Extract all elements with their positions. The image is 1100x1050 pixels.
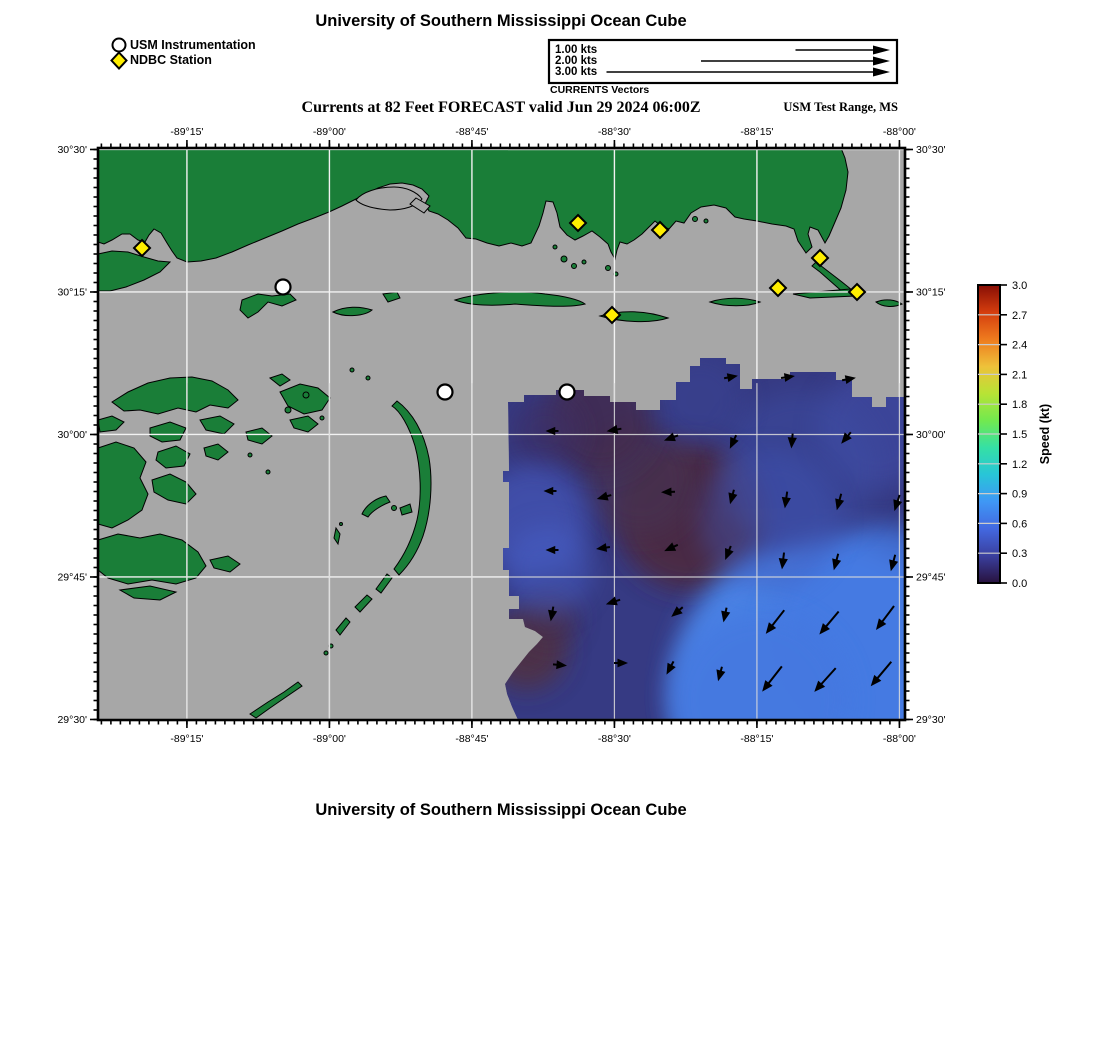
small-island — [324, 651, 328, 655]
field-speed-blob — [670, 610, 850, 790]
small-island — [606, 266, 611, 271]
small-island — [340, 523, 343, 526]
small-island — [704, 219, 708, 223]
lon-tick-label: -88°30' — [597, 126, 631, 138]
range-label: USM Test Range, MS — [783, 100, 898, 114]
colorbar-tick-label: 1.2 — [1012, 458, 1028, 471]
colorbar-tick-label: 3.0 — [1012, 280, 1028, 292]
lon-tick-label: -88°45' — [455, 733, 489, 745]
colorbar-tick-label: 0.9 — [1012, 488, 1028, 501]
lat-tick-label: 30°00' — [916, 428, 946, 441]
circle-marker-icon — [113, 39, 126, 52]
lon-tick-label: -88°30' — [597, 733, 631, 745]
legend-label-ndbc-station: NDBC Station — [130, 53, 212, 67]
small-island — [320, 416, 324, 420]
colorbar-tick-label: 2.7 — [1012, 309, 1028, 322]
vector-scale-label-2kt: 2.00 kts — [555, 55, 598, 67]
lon-tick-label: -89°15' — [170, 126, 204, 138]
small-island — [248, 453, 252, 457]
vector-scale-label-3kt: 3.00 kts — [555, 66, 598, 78]
small-island — [582, 260, 586, 264]
footer-title: University of Southern Mississippi Ocean Cube — [315, 801, 687, 819]
lat-tick-label: 29°30' — [57, 713, 87, 726]
lon-tick-label: -88°45' — [455, 126, 489, 138]
lat-tick-label: 30°30' — [57, 143, 87, 156]
colorbar-tick-label: 0.0 — [1012, 578, 1028, 590]
usm-station-marker — [276, 280, 291, 295]
lat-tick-label: 30°00' — [57, 428, 87, 441]
lat-tick-label: 30°15' — [916, 286, 946, 299]
lon-tick-label: -88°15' — [740, 733, 774, 745]
map-title: Currents at 82 Feet FORECAST valid Jun 29 2024 06:00Z — [301, 99, 701, 116]
small-island — [303, 392, 309, 398]
small-island — [693, 217, 698, 222]
lon-tick-label: -89°00' — [312, 733, 346, 745]
vector-scale-caption: CURRENTS Vectors — [550, 84, 650, 96]
field-speed-blob — [700, 450, 840, 590]
colorbar-title: Speed (kt) — [1038, 403, 1052, 465]
colorbar-tick-label: 1.5 — [1012, 429, 1028, 441]
lat-tick-label: 30°30' — [916, 143, 946, 156]
lon-tick-label: -88°15' — [740, 126, 774, 138]
lon-tick-label: -89°00' — [312, 126, 346, 138]
small-island — [350, 368, 354, 372]
vector-scale-arrow-head — [873, 68, 890, 77]
lon-tick-label: -88°00' — [882, 126, 916, 138]
small-island — [572, 264, 577, 269]
lat-tick-label: 29°45' — [916, 571, 946, 584]
colorbar-tick-label: 1.8 — [1012, 399, 1028, 412]
small-island — [285, 407, 291, 413]
colorbar-tick-label: 2.4 — [1012, 339, 1028, 352]
colorbar-tick-label: 0.3 — [1012, 548, 1028, 561]
lat-tick-label: 29°30' — [916, 713, 946, 726]
colorbar-tick-label: 2.1 — [1012, 369, 1028, 382]
lon-tick-label: -89°15' — [170, 733, 204, 745]
small-island — [561, 256, 567, 262]
vector-scale-arrow-head — [873, 57, 890, 66]
small-island — [366, 376, 370, 380]
vector-scale-arrow-head — [873, 46, 890, 55]
lat-tick-label: 29°45' — [57, 571, 87, 584]
diamond-marker-icon — [112, 53, 127, 69]
small-island — [553, 245, 557, 249]
page-title: University of Southern Mississippi Ocean Cube — [315, 12, 687, 30]
colorbar-tick-label: 0.6 — [1012, 518, 1028, 531]
small-island — [392, 506, 397, 511]
legend-label-usm-instrumentation: USM Instrumentation — [130, 38, 256, 52]
field-speed-blob — [510, 397, 580, 467]
vector-scale-label-1kt: 1.00 kts — [555, 44, 598, 56]
lat-tick-label: 30°15' — [57, 286, 87, 299]
lon-tick-label: -88°00' — [882, 733, 916, 745]
usm-station-marker — [560, 385, 575, 400]
usm-station-marker — [438, 385, 453, 400]
small-island — [266, 470, 270, 474]
colorbar-labels — [1012, 280, 1027, 590]
